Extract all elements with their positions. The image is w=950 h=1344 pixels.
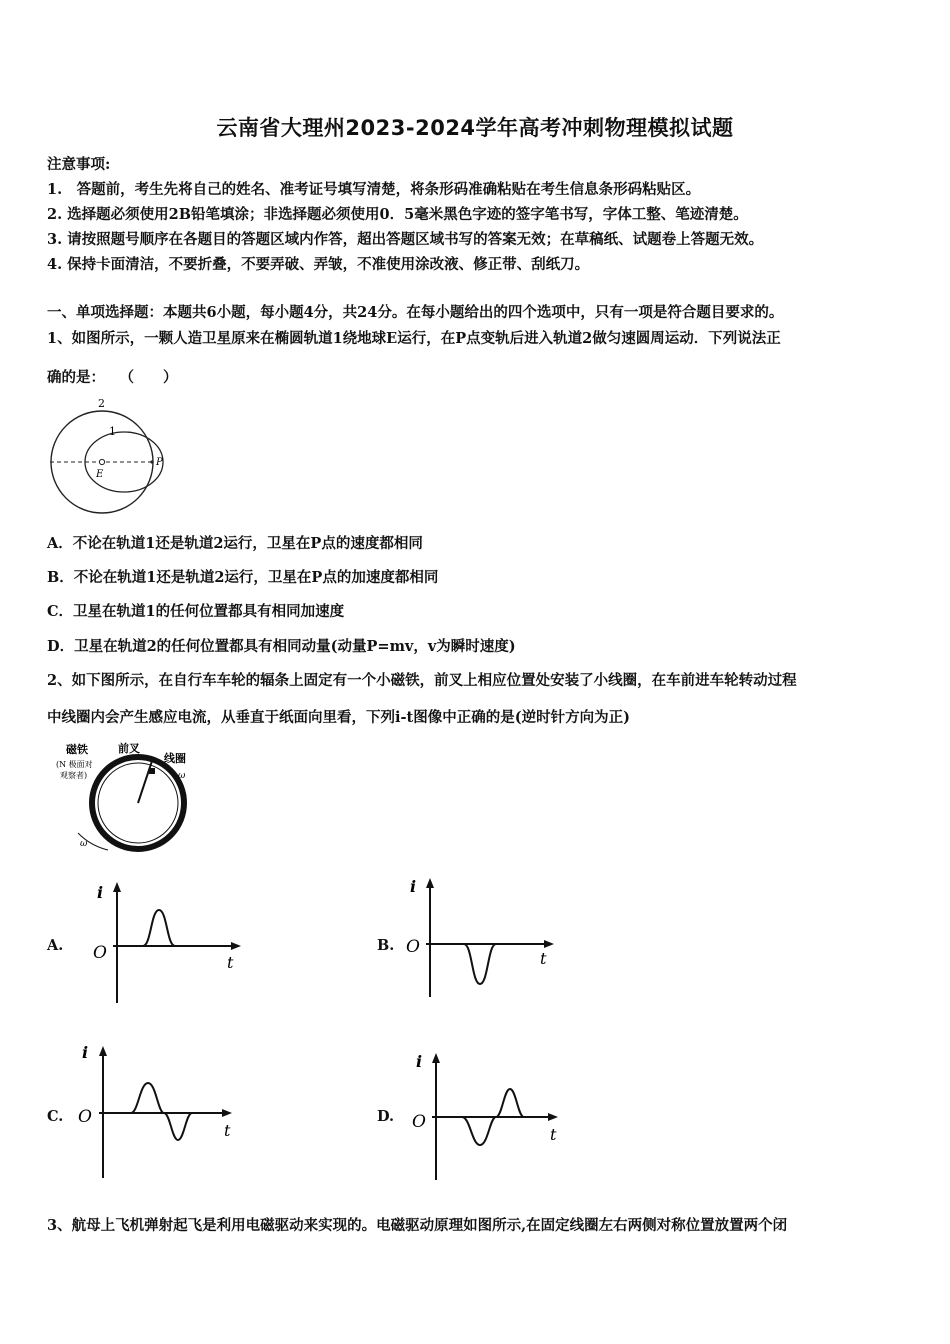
graph-d[interactable] (410, 1045, 580, 1185)
t-axis-label: t (227, 953, 234, 972)
notice-heading: 注意事项: (47, 156, 111, 173)
question-1-stem: 1、如图所示，一颗人造卫星原来在椭圆轨道1绕地球E运行，在P点变轨后进入轨道2做匀速圆周运动．下列说法正 (47, 330, 781, 347)
section-heading: 一、单项选择题：本题共6小题，每小题4分，共24分。在每小题给出的四个选项中，只有一项是符合题目要求的。 (47, 304, 784, 321)
orbit-diagram (44, 395, 174, 520)
wheel-diagram (48, 738, 208, 858)
p-point (150, 460, 153, 463)
fork (138, 761, 152, 803)
magnet (149, 768, 155, 774)
graph-d-label: D. (377, 1108, 395, 1125)
earth-point (99, 459, 104, 464)
graph-a-label: A. (47, 937, 64, 954)
graph-b[interactable] (402, 872, 572, 1002)
q1-option-b: B．不论在轨道1还是轨道2运行，卫星在P点的加速度都相同 (47, 569, 439, 586)
notice-item: 4. 保持卡面清洁，不要折叠，不要弄破、弄皱，不准使用涂改液、修正带、刮纸刀。 (47, 256, 590, 273)
question-1-stem-cont: 确的是： （ ） (47, 369, 178, 386)
t-axis-label: t (540, 949, 547, 968)
question-2-stem-cont: 中线圈内会产生感应电流，从垂直于纸面向里看，下列i-t图像中正确的是(逆时针方向为正) (47, 709, 630, 726)
q1-option-d: D．卫星在轨道2的任何位置都具有相同动量(动量P=mv，v为瞬时速度) (47, 638, 516, 655)
t-axis-label: t (550, 1125, 557, 1144)
earth-label: E (96, 469, 104, 480)
notice-item: 2. 选择题必须使用2B铅笔填涂；非选择题必须使用0．5毫米黑色字迹的签字笔书写，字体工整、笔迹清楚。 (47, 206, 748, 223)
notice-item: 3. 请按照题号顺序在各题目的答题区域内作答，超出答题区域书写的答案无效；在草稿纸、试题卷上答题无效。 (47, 231, 764, 248)
notice-item: 1. 答题前，考生先将自己的姓名、准考证号填写清楚，将条形码准确粘贴在考生信息条形码粘贴区。 (47, 181, 701, 198)
origin-label: O (93, 943, 107, 963)
omega-label: ω (178, 771, 186, 781)
page-title: 云南省大理州2023-2024学年高考冲刺物理模拟试题 (216, 116, 734, 140)
coil-label: 线圈 (164, 752, 186, 765)
graph-b-label: B. (377, 937, 395, 954)
orbit-2-label: 2 (98, 397, 105, 410)
magnet-note: (N 极面对 (56, 760, 93, 769)
i-axis-label: i (416, 1052, 423, 1071)
fork-label: 前叉 (118, 742, 140, 755)
current-curve (117, 910, 225, 946)
t-axis-label: t (224, 1121, 231, 1140)
orbit-1-label: 1 (109, 425, 116, 438)
magnet-note: 观察者) (60, 771, 88, 780)
i-axis-label: i (82, 1043, 89, 1062)
current-curve (103, 1083, 216, 1140)
graph-c[interactable] (76, 1038, 256, 1183)
graph-a[interactable] (85, 878, 255, 1008)
question-2-stem: 2、如下图所示，在自行车车轮的辐条上固定有一个小磁铁，前叉上相应位置处安装了小线圈，在车前进车轮转动过程 (47, 672, 797, 689)
omega-label: ω (80, 839, 88, 849)
question-3-stem: 3、航母上飞机弹射起飞是利用电磁驱动来实现的。电磁驱动原理如图所示,在固定线圈左右两侧对称位置放置两个闭 (47, 1217, 788, 1234)
i-axis-label: i (410, 877, 417, 896)
p-label: P (156, 457, 163, 468)
current-curve (430, 944, 542, 984)
origin-label: O (78, 1107, 92, 1127)
q1-option-a: A．不论在轨道1还是轨道2运行，卫星在P点的速度都相同 (47, 535, 423, 552)
origin-label: O (412, 1112, 426, 1132)
i-axis-label: i (97, 883, 104, 902)
q1-option-c: C．卫星在轨道1的任何位置都具有相同加速度 (47, 603, 345, 620)
magnet-label: 磁铁 (66, 743, 88, 756)
origin-label: O (406, 937, 420, 957)
graph-c-label: C. (47, 1108, 64, 1125)
